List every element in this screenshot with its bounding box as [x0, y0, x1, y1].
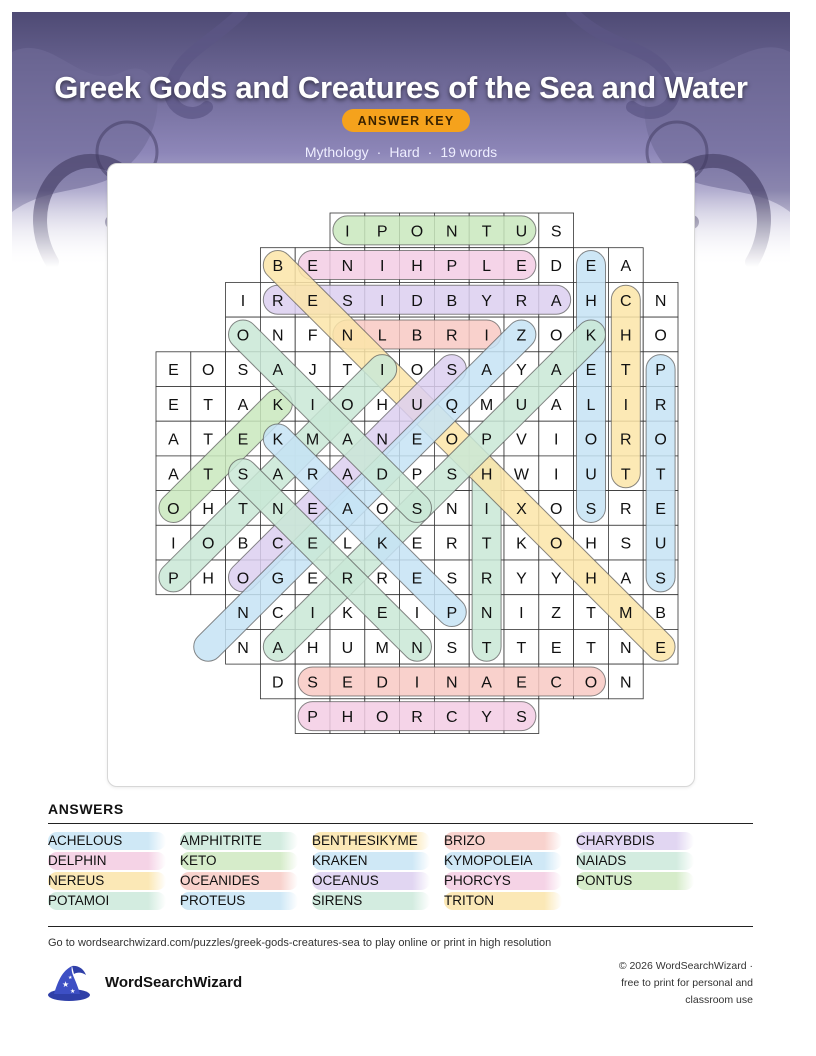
grid-letter: O	[445, 431, 459, 449]
grid-letter: E	[237, 431, 249, 449]
grid-letter: T	[203, 466, 214, 484]
grid-letter: N	[376, 431, 388, 449]
grid-letter: L	[342, 535, 352, 553]
grid-letter: F	[307, 327, 318, 345]
answer-word: BRIZO	[444, 832, 562, 850]
grid-letter: U	[585, 466, 597, 484]
grid-letter: A	[272, 466, 284, 484]
grid-letter: Y	[481, 709, 492, 727]
grid-letter: K	[516, 535, 527, 553]
grid-letter: S	[620, 535, 632, 553]
grid-letter: K	[376, 535, 388, 553]
difficulty-label: Hard	[389, 144, 420, 160]
grid-letter: V	[516, 431, 527, 449]
grid-letter: B	[655, 605, 666, 623]
grid-letter: E	[585, 258, 597, 276]
grid-letter: R	[411, 709, 423, 727]
grid-letter: N	[237, 605, 249, 623]
grid-letter: E	[411, 535, 423, 553]
grid-letter: A	[342, 431, 353, 449]
grid-letter: I	[484, 327, 489, 345]
grid-letter: S	[446, 466, 458, 484]
copyright-line: classroom use	[685, 994, 753, 1006]
grid-letter: P	[168, 570, 179, 588]
grid-letter: H	[585, 292, 597, 310]
grid-letter: A	[620, 570, 632, 588]
grid-letter: I	[240, 292, 246, 310]
wizard-hat-icon	[46, 963, 92, 1003]
brand-name: WordSearchWizard	[105, 974, 243, 991]
grid-letter: O	[654, 431, 667, 449]
copyright-line: © 2026 WordSearchWizard ·	[618, 960, 753, 972]
grid-letter: N	[654, 292, 667, 310]
answer-word: OCEANIDES	[180, 872, 298, 890]
grid-letter: O	[375, 709, 389, 727]
answer-word: KRAKEN	[312, 852, 430, 870]
answer-word: SIRENS	[312, 892, 430, 910]
grid-letter: P	[411, 466, 423, 484]
grid-letter: A	[481, 362, 492, 380]
grid-letter: H	[376, 396, 388, 414]
grid-letter: O	[549, 535, 563, 553]
grid-letter: O	[584, 431, 598, 449]
grid-letter: E	[411, 431, 423, 449]
grid-letter: T	[586, 639, 596, 657]
grid-letter: A	[168, 431, 179, 449]
grid-letter: S	[655, 570, 666, 588]
grid-letter: D	[550, 258, 562, 276]
grid-letter: P	[655, 362, 666, 380]
grid-letter: H	[202, 570, 214, 588]
grid-letter: O	[549, 500, 563, 518]
grid-letter: O	[201, 362, 215, 380]
grid-letter: N	[411, 639, 423, 657]
grid-letter: Y	[516, 570, 527, 588]
footer-url-text: Go to wordsearchwizard.com/puzzles/greek-gods-creatures-sea to play online or print in high resolution	[48, 937, 552, 949]
meta-separator: ·	[376, 144, 382, 160]
grid-letter: A	[620, 258, 632, 276]
grid-letter: I	[379, 362, 385, 380]
grid-letter: I	[553, 431, 559, 449]
grid-letter: M	[479, 396, 494, 414]
grid-letter: E	[342, 674, 353, 692]
grid-letter: P	[446, 258, 458, 276]
grid-letter: H	[585, 535, 597, 553]
grid-letter: R	[620, 500, 632, 518]
grid-letter: N	[446, 223, 458, 241]
answer-word: TRITON	[444, 892, 562, 910]
grid-letter: C	[272, 535, 284, 553]
grid-letter: P	[307, 709, 318, 727]
grid-letter: O	[236, 570, 250, 588]
grid-letter: Z	[551, 605, 562, 623]
answer-word: KYMOPOLEIA	[444, 852, 562, 870]
grid-letter: C	[272, 605, 284, 623]
grid-letter: G	[271, 570, 285, 588]
grid-letter: K	[585, 327, 597, 345]
answer-word: KETO	[180, 852, 298, 870]
grid-letter: O	[410, 223, 424, 241]
grid-letter: E	[585, 362, 597, 380]
grid-letter: Z	[516, 327, 527, 345]
grid-letter: K	[342, 605, 353, 623]
grid-letter: O	[236, 327, 250, 345]
grid-letter: T	[516, 639, 527, 657]
grid-letter: I	[519, 605, 524, 623]
grid-letter: L	[482, 258, 492, 276]
grid-letter: J	[308, 362, 317, 380]
grid-letter: M	[305, 431, 320, 449]
grid-letter: H	[202, 500, 214, 518]
grid-letter: E	[168, 362, 179, 380]
grid-letter: O	[584, 674, 598, 692]
grid-letter: Q	[445, 396, 459, 414]
grid-letter: R	[272, 292, 284, 310]
grid-letter: S	[550, 223, 562, 241]
grid-letter: I	[171, 535, 176, 553]
grid-letter: U	[515, 223, 528, 241]
grid-letter: R	[480, 570, 493, 588]
grid-letter: R	[446, 327, 458, 345]
grid-letter: W	[513, 466, 529, 484]
grid-letter: I	[484, 500, 489, 518]
grid-letter: R	[446, 535, 458, 553]
answers-heading: ANSWERS	[48, 801, 124, 817]
grid-letter: A	[550, 396, 562, 414]
grid-letter: N	[446, 674, 458, 692]
grid-letter: S	[237, 362, 249, 380]
grid-letter: T	[655, 466, 666, 484]
grid-letter: A	[481, 674, 492, 692]
grid-letter: B	[446, 292, 458, 310]
grid-letter: T	[620, 466, 631, 484]
grid-letter: N	[480, 605, 493, 623]
grid-letter: S	[585, 500, 597, 518]
grid-letter: U	[515, 396, 528, 414]
grid-letter: T	[481, 639, 492, 657]
footer-divider	[48, 926, 753, 927]
grid-letter: N	[272, 327, 284, 345]
grid-letter: N	[620, 674, 632, 692]
category-label: Mythology	[304, 144, 369, 160]
grid-letter: T	[586, 605, 596, 623]
answer-word: PONTUS	[576, 872, 694, 890]
grid-letter: I	[345, 223, 350, 241]
grid-letter: H	[585, 570, 597, 588]
grid-letter: T	[481, 223, 492, 241]
answer-word: OCEANUS	[312, 872, 430, 890]
grid-letter: K	[272, 431, 284, 449]
answer-word: NEREUS	[48, 872, 166, 890]
grid-letter: E	[307, 258, 318, 276]
grid-letter: A	[550, 292, 562, 310]
grid-letter: C	[620, 292, 632, 310]
grid-letter: E	[307, 292, 318, 310]
grid-letter: A	[342, 500, 353, 518]
answer-word: ACHELOUS	[48, 832, 166, 850]
grid-letter: S	[446, 570, 458, 588]
grid-letter: S	[446, 362, 458, 380]
answer-key-badge: ANSWER KEY	[342, 109, 470, 132]
grid-letter: E	[376, 605, 388, 623]
grid-letter: E	[550, 639, 562, 657]
grid-letter: R	[341, 570, 354, 588]
grid-letter: T	[203, 431, 214, 449]
grid-letter: E	[516, 674, 527, 692]
grid-letter: M	[375, 639, 389, 657]
answers-divider	[48, 823, 753, 824]
grid-letter: E	[516, 258, 527, 276]
grid-letter: H	[411, 258, 423, 276]
grid-letter: D	[376, 674, 388, 692]
answer-word: AMPHITRITE	[180, 832, 298, 850]
grid-letter: A	[342, 466, 353, 484]
grid-letter: E	[411, 570, 423, 588]
grid-letter: U	[654, 535, 667, 553]
grid-letter: E	[168, 396, 179, 414]
grid-letter: H	[480, 466, 493, 484]
meta-separator: ·	[427, 144, 433, 160]
grid-letter: S	[307, 674, 318, 692]
grid-letter: E	[655, 500, 666, 518]
grid-letter: A	[237, 396, 249, 414]
grid-letter: B	[411, 327, 423, 345]
answer-word: PHORCYS	[444, 872, 562, 890]
answer-word: POTAMOI	[48, 892, 166, 910]
grid-letter: R	[515, 292, 528, 310]
grid-letter: B	[272, 258, 284, 276]
grid-letter: I	[379, 258, 385, 276]
grid-letter: C	[446, 709, 458, 727]
grid-letter: I	[310, 396, 315, 414]
grid-letter: I	[553, 466, 559, 484]
answer-word: PROTEUS	[180, 892, 298, 910]
grid-letter: R	[620, 431, 632, 449]
grid-letter: Y	[550, 570, 562, 588]
grid-letter: P	[376, 223, 388, 241]
answer-word: CHARYBDIS	[576, 832, 694, 850]
grid-letter: A	[272, 639, 284, 657]
grid-letter: S	[446, 639, 458, 657]
grid-letter: I	[310, 605, 315, 623]
grid-letter: I	[379, 292, 385, 310]
grid-letter: I	[414, 605, 420, 623]
grid-letter: P	[481, 431, 492, 449]
grid-letter: E	[307, 500, 318, 518]
grid-letter: N	[237, 639, 249, 657]
grid-letter: O	[201, 535, 215, 553]
page-title: Greek Gods and Creatures of the Sea and Water	[54, 70, 748, 105]
grid-letter: D	[376, 466, 388, 484]
grid-letter: H	[620, 327, 632, 345]
grid-letter: S	[516, 709, 527, 727]
grid-letter: Y	[516, 362, 527, 380]
grid-letter: L	[377, 327, 387, 345]
grid-letter: U	[411, 396, 423, 414]
grid-letter: T	[481, 535, 492, 553]
grid-letter: O	[167, 500, 180, 518]
grid-letter: N	[341, 258, 354, 276]
grid-letter: I	[623, 396, 629, 414]
grid-letter: R	[376, 570, 388, 588]
grid-letter: T	[342, 362, 353, 380]
grid-letter: O	[654, 327, 667, 345]
grid-letter: H	[306, 639, 319, 657]
grid-letter: U	[341, 639, 354, 657]
grid-letter: D	[272, 674, 284, 692]
grid-letter: S	[237, 466, 249, 484]
grid-letter: Y	[481, 292, 492, 310]
grid-letter: C	[550, 674, 562, 692]
grid-letter: A	[272, 362, 284, 380]
grid-letter: P	[446, 605, 458, 623]
svg-text:★: ★	[62, 980, 70, 989]
answer-word: BENTHESIKYME	[312, 832, 430, 850]
grid-letter: N	[341, 327, 354, 345]
grid-letter: B	[237, 535, 249, 553]
answer-word: NAIADS	[576, 852, 694, 870]
svg-text:★: ★	[70, 988, 76, 995]
grid-letter: S	[342, 292, 353, 310]
grid-letter: T	[203, 396, 214, 414]
grid-letter: A	[550, 362, 562, 380]
grid-letter: R	[306, 466, 319, 484]
answer-word: DELPHIN	[48, 852, 166, 870]
grid-letter: N	[272, 500, 284, 518]
grid-letter: E	[655, 639, 666, 657]
grid-letter: K	[272, 396, 284, 414]
copyright-notice	[573, 958, 753, 1009]
grid-letter: I	[414, 674, 420, 692]
grid-letter: O	[549, 327, 563, 345]
grid-letter: E	[307, 535, 318, 553]
grid-letter: N	[446, 500, 458, 518]
grid-letter: H	[341, 709, 354, 727]
grid-letter: S	[411, 500, 423, 518]
grid-letter: E	[307, 570, 318, 588]
svg-text:★: ★	[68, 975, 73, 981]
grid-letter: T	[620, 362, 631, 380]
copyright-line: free to print for personal and	[621, 977, 753, 989]
grid-letter: D	[411, 292, 423, 310]
grid-letter: M	[619, 605, 633, 623]
grid-letter: L	[586, 396, 596, 414]
grid-letter: X	[516, 500, 527, 518]
grid-letter: O	[410, 362, 424, 380]
word-count-label: 19 words	[440, 144, 498, 160]
grid-letter: R	[654, 396, 667, 414]
grid-letter: O	[375, 500, 389, 518]
grid-letter: T	[238, 500, 248, 518]
grid-letter: O	[341, 396, 354, 414]
grid-letter: N	[620, 639, 632, 657]
grid-letter: A	[168, 466, 179, 484]
